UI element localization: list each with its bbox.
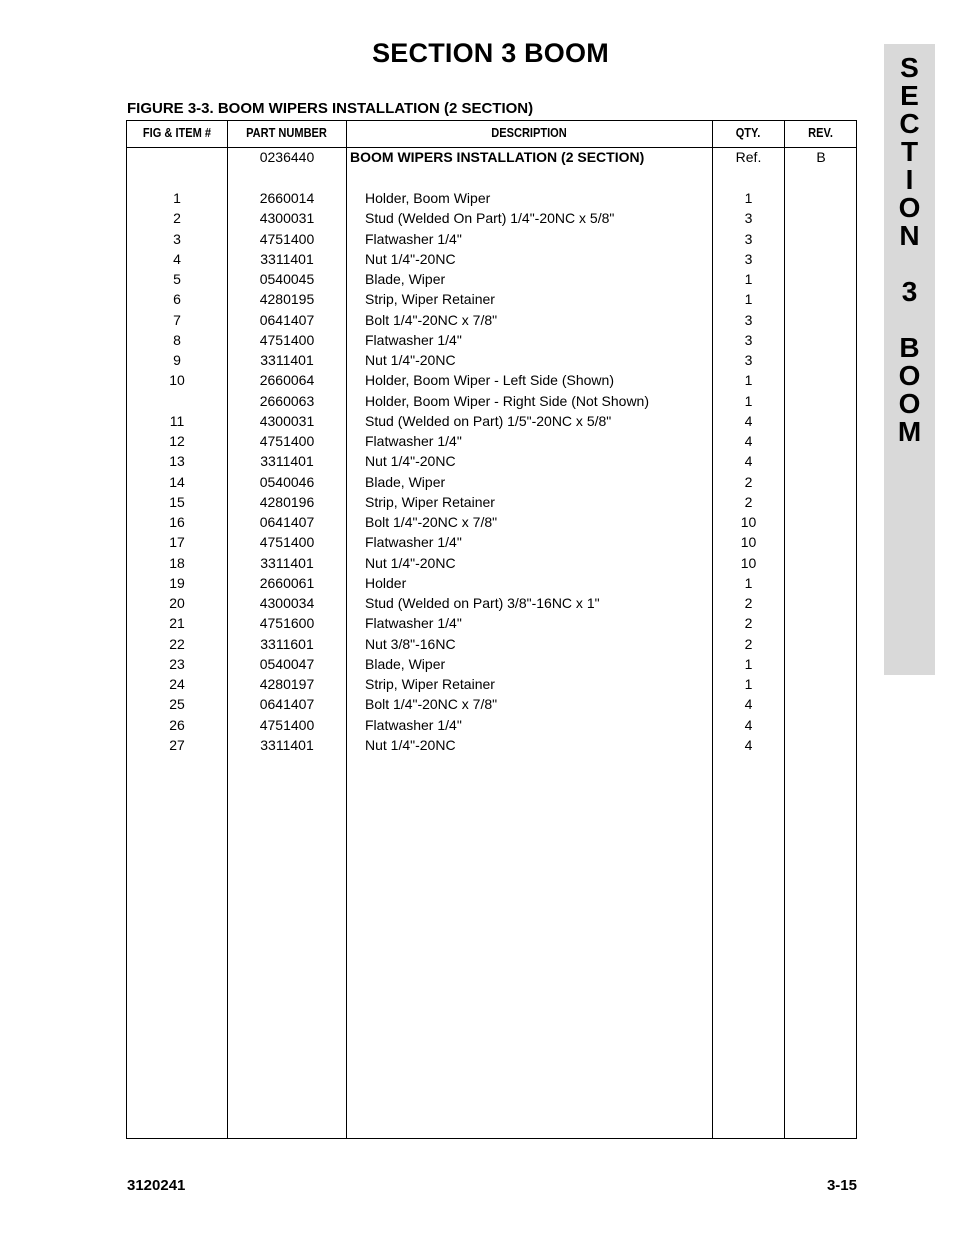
row-part-number: 3311401 [260,352,314,368]
row-description: Blade, Wiper [365,655,446,672]
row-item: 8 [173,331,181,348]
row-part-number: 4751400 [259,433,315,449]
row-qty: Ref. [735,149,762,165]
row-description: Nut 1/4"-20NC [365,554,456,571]
row-description: Blade, Wiper [365,271,446,287]
row-description: Flatwasher 1/4" [365,331,462,348]
row-description: Nut 3/8"-16NC [365,635,456,652]
side-tab-letter: 3 [901,276,918,307]
row-item: 22 [169,635,185,652]
row-description: BOOM WIPERS INSTALLATION (2 SECTION) [350,149,645,165]
side-tab-letter [884,250,935,278]
table-row [127,250,856,270]
side-tab-letter: I [905,164,914,195]
table-row [127,675,856,695]
row-qty: 2 [744,615,753,632]
row-qty: 2 [744,493,753,510]
header-fig-item: FIG & ITEM # [142,125,212,140]
row-part-number: 0540047 [259,655,315,672]
row-description: Flatwasher 1/4" [365,230,462,247]
page-number: 3-15 [826,1177,857,1194]
side-tab-letter: C [899,108,920,139]
row-qty: 1 [744,190,753,206]
table-row [127,270,856,290]
row-qty: 3 [744,331,753,348]
row-item: 16 [169,514,185,530]
table-row [127,695,856,715]
row-item: 10 [169,372,185,389]
row-part-number: 4300034 [259,595,315,611]
row-item: 14 [169,473,185,490]
table-row [127,412,856,432]
row-qty: 2 [744,635,753,652]
row-part-number: 4751600 [259,615,315,632]
table-row [127,452,856,472]
row-qty: 2 [744,595,753,611]
row-item: 25 [169,696,185,713]
row-qty: 10 [740,554,757,571]
row-description: Flatwasher 1/4" [365,615,462,632]
table-row [127,209,856,229]
table-row [127,533,856,553]
row-item: 23 [169,655,185,672]
table-row [127,513,856,533]
side-tab-letter: T [900,136,919,167]
table-row [127,614,856,634]
row-item: 21 [169,615,185,632]
row-item: 6 [173,291,181,308]
table-row [127,371,856,391]
table-row [127,311,856,331]
row-item: 3 [173,230,181,247]
row-part-number: 4300031 [259,412,315,429]
row-part-number: 4300031 [259,210,315,227]
row-part-number: 4280196 [259,493,315,510]
table-row [127,493,856,513]
row-description: Bolt 1/4"-20NC x 7/8" [365,696,498,713]
row-part-number: 0236440 [259,149,315,165]
row-description: Nut 1/4"-20NC [365,736,456,753]
row-qty: 1 [744,574,753,591]
header-part-number: PART NUMBER [246,125,327,140]
table-row [127,716,856,736]
table-row [127,331,856,351]
row-description: Flatwasher 1/4" [365,534,462,551]
row-description: Strip, Wiper Retainer [365,676,495,692]
page-title: SECTION 3 BOOM [372,38,609,68]
side-tab-letter: E [900,80,919,111]
row-item: 13 [169,453,185,470]
row-qty: 10 [740,534,757,551]
row-part-number: 3311401 [260,736,314,753]
row-item: 27 [169,736,185,753]
row-description: Holder, Boom Wiper [365,190,491,206]
row-description: Stud (Welded on Part) 3/8"-16NC x 1" [365,595,600,611]
row-qty: 1 [744,271,753,287]
row-qty: 1 [744,676,753,692]
row-description: Strip, Wiper Retainer [365,493,495,510]
row-part-number: 4751400 [259,230,315,247]
row-description: Blade, Wiper [365,473,446,490]
row-part-number: 0641407 [259,514,315,530]
header-description: DESCRIPTION [491,125,567,140]
table-row [127,351,856,371]
table-row [127,432,856,452]
side-tab-letter: S [900,52,919,83]
row-qty: 10 [740,514,757,530]
row-description: Bolt 1/4"-20NC x 7/8" [365,311,498,328]
row-description: Holder, Boom Wiper - Left Side (Shown) [365,372,614,389]
row-qty: 2 [744,473,753,490]
row-qty: 4 [744,736,753,753]
table-row [127,655,856,675]
side-tab-letter: O [898,192,921,223]
row-item: 20 [169,595,185,611]
row-qty: 4 [744,412,753,429]
row-item: 17 [169,534,185,551]
row-description: Holder, Boom Wiper - Right Side (Not Shown) [365,392,649,409]
row-part-number: 0540046 [259,473,315,490]
side-tab-letter: O [898,388,921,419]
side-tab-letter: N [899,220,920,251]
side-tab-letters [884,54,935,446]
row-item: 12 [169,433,185,449]
figure-title: FIGURE 3-3. BOOM WIPERS INSTALLATION (2 SECTION) [127,100,534,117]
row-qty: 3 [744,210,753,227]
row-qty: 4 [744,433,753,449]
row-part-number: 0641407 [259,311,315,328]
side-tab-letter: B [899,332,920,363]
table-row [127,554,856,574]
row-qty: 3 [744,352,753,368]
row-description: Bolt 1/4"-20NC x 7/8" [365,514,498,530]
side-tab-letter [884,306,935,334]
row-qty: 4 [744,716,753,733]
table-row [127,290,856,310]
row-qty: 1 [744,291,753,308]
table-row [127,392,856,412]
row-part-number: 0641407 [259,696,315,713]
row-part-number: 3311601 [260,635,314,652]
row-part-number: 4751400 [259,534,315,551]
header-qty: QTY. [735,125,761,140]
table-row [127,230,856,250]
row-description: Nut 1/4"-20NC [365,453,456,470]
table-row [127,574,856,594]
row-description: Nut 1/4"-20NC [365,250,456,267]
side-tab-letter: M [897,416,922,447]
row-item: 1 [173,190,181,206]
row-qty: 3 [744,250,753,267]
row-part-number: 2660063 [259,392,315,409]
row-part-number: 3311401 [260,250,314,267]
row-description: Flatwasher 1/4" [365,433,462,449]
document-number: 3120241 [127,1177,186,1194]
section-side-tab [884,44,935,675]
table-header [127,121,856,148]
row-item: 2 [173,210,181,227]
row-item: 7 [173,311,181,328]
row-description: Holder [365,574,407,591]
row-part-number: 2660061 [259,574,315,591]
row-description: Stud (Welded on Part) 1/5"-20NC x 5/8" [365,412,612,429]
table-row [127,189,856,209]
row-description: Strip, Wiper Retainer [365,291,495,308]
row-item: 26 [169,716,185,733]
row-item: 4 [173,250,181,267]
table-row [127,473,856,493]
parts-table [126,120,857,1139]
row-description: Flatwasher 1/4" [365,716,462,733]
row-item: 9 [173,352,181,368]
row-qty: 1 [744,655,753,672]
row-part-number: 0540045 [259,271,315,287]
row-item: 19 [169,574,185,591]
row-qty: 3 [744,230,753,247]
row-qty: 1 [744,392,753,409]
row-description: Nut 1/4"-20NC [365,352,456,368]
row-item: 11 [169,412,185,429]
row-qty: 4 [744,453,753,470]
row-part-number: 4751400 [259,331,315,348]
row-item: 18 [169,554,185,571]
row-qty: 4 [744,696,753,713]
table-row [127,594,856,614]
side-tab-letter: O [898,360,921,391]
table-row [127,736,856,756]
table-row [127,635,856,655]
row-item: 5 [173,271,181,287]
row-description: Stud (Welded On Part) 1/4"-20NC x 5/8" [365,210,615,227]
row-part-number: 2660064 [259,372,315,389]
row-part-number: 3311401 [260,453,314,470]
row-part-number: 4280195 [259,291,315,308]
row-qty: 3 [744,311,753,328]
assembly-row [127,148,856,168]
row-part-number: 3311401 [260,554,314,571]
header-rev: REV. [808,125,833,140]
row-rev: B [816,149,826,165]
row-qty: 1 [744,372,753,389]
row-item: 24 [169,676,185,692]
row-item: 15 [169,493,185,510]
row-part-number: 4280197 [259,676,315,692]
row-part-number: 2660014 [259,190,315,206]
row-part-number: 4751400 [259,716,315,733]
